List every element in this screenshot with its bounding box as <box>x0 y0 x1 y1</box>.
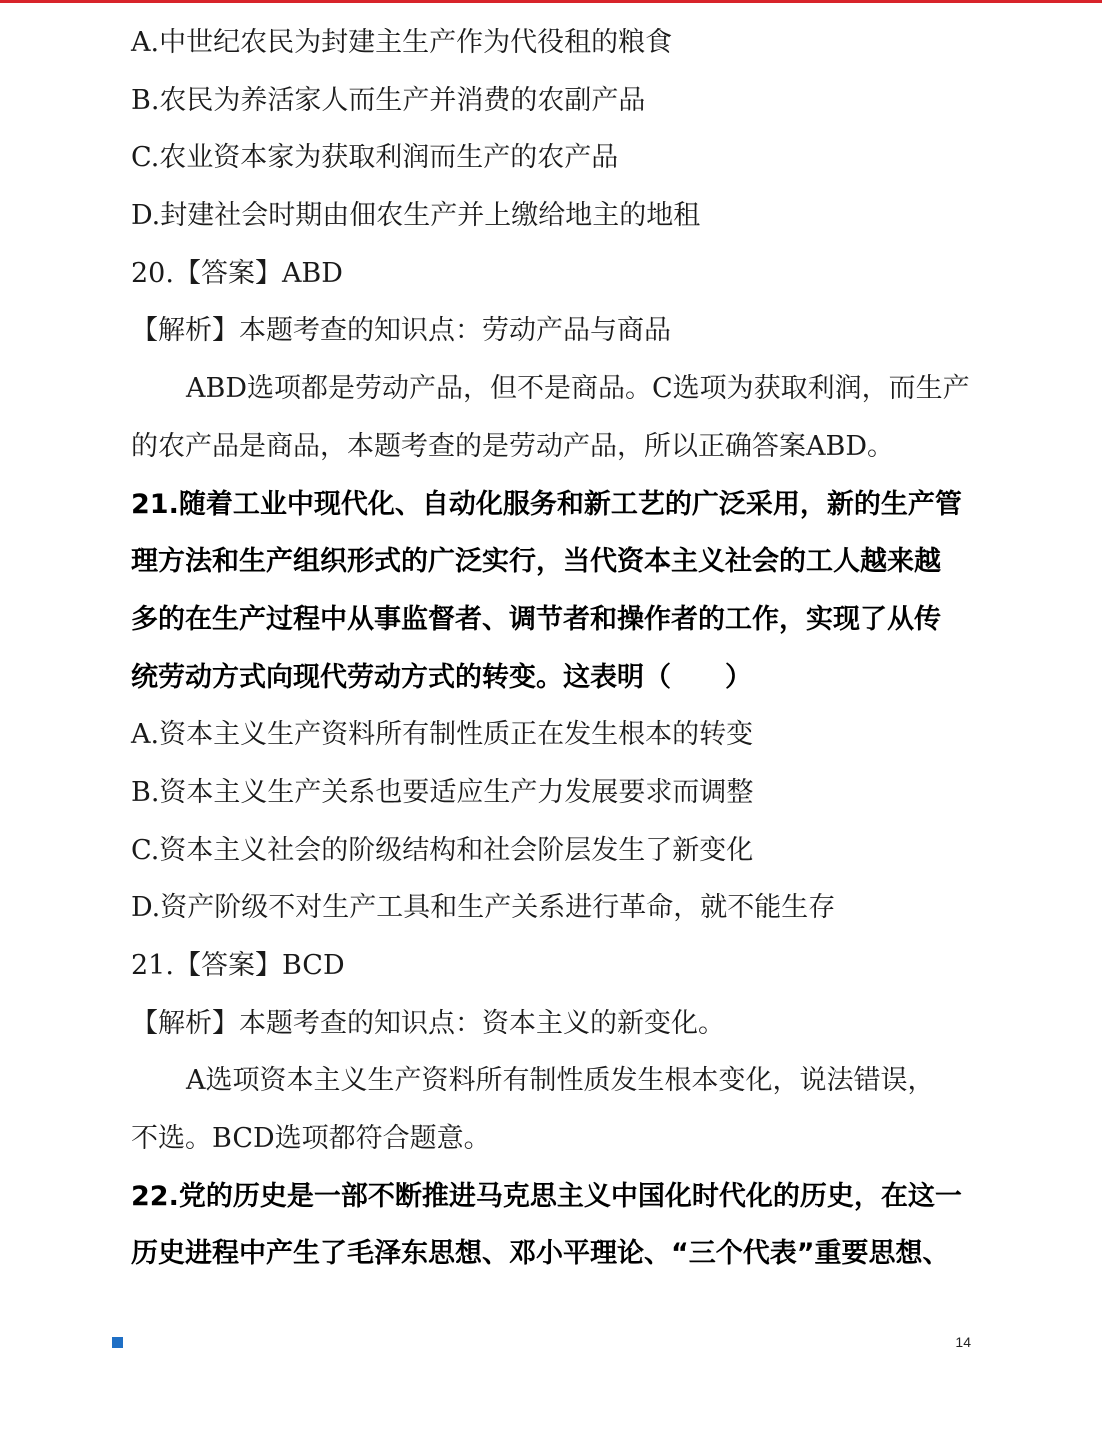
q21-answer: 21.【答案】BCD <box>131 950 345 981</box>
q21-option-a: A.资本主义生产资料所有制性质正在发生根本的转变 <box>131 719 754 751</box>
q21-analysis-line-1: A选项资本主义生产资料所有制性质发生根本变化，说法错误， <box>186 1065 935 1097</box>
q21-stem-line-2: 理方法和生产组织形式的广泛实行，当代资本主义社会的工人越来越 <box>131 546 941 578</box>
q22-stem-line-2: 历史进程中产生了毛泽东思想、邓小平理论、“三个代表”重要思想、 <box>131 1238 950 1270</box>
q21-analysis-line-2: 不选。BCD选项都符合题意。 <box>131 1123 491 1155</box>
q21-stem-line-3: 多的在生产过程中从事监督者、调节者和操作者的工作，实现了从传 <box>131 603 941 635</box>
document-body <box>131 14 971 1283</box>
header-rule <box>0 0 1102 3</box>
q21-stem-line-1: 21.随着工业中现代化、自动化服务和新工艺的广泛采用，新的生产管 <box>131 488 962 520</box>
page-number: 14 <box>955 1334 971 1350</box>
q20-analysis-line-1: ABD选项都是劳动产品，但不是商品。C选项为获取利润，而生产 <box>186 373 970 405</box>
footer-square-icon <box>112 1337 123 1348</box>
q21-stem-line-4: 统劳动方式向现代劳动方式的转变。这表明（ ） <box>131 661 752 693</box>
q19-option-a: A.中世纪农民为封建主生产作为代役租的粮食 <box>131 27 673 58</box>
q20-analysis-title: 【解析】本题考查的知识点：劳动产品与商品 <box>131 315 671 347</box>
q19-option-b: B.农民为养活家人而生产并消费的农副产品 <box>131 84 646 116</box>
q19-option-c: C.农业资本家为获取利润而生产的农产品 <box>131 142 619 174</box>
q19-option-d: D.封建社会时期由佃农生产并上缴给地主的地租 <box>131 200 701 232</box>
q21-option-b: B.资本主义生产关系也要适应生产力发展要求而调整 <box>131 776 754 808</box>
q21-option-d: D.资产阶级不对生产工具和生产关系进行革命，就不能生存 <box>131 892 836 924</box>
q21-option-c: C.资本主义社会的阶级结构和社会阶层发生了新变化 <box>131 834 754 866</box>
q22-stem-line-1: 22.党的历史是一部不断推进马克思主义中国化时代化的历史，在这一 <box>131 1180 962 1212</box>
q20-answer: 20.【答案】ABD <box>131 257 343 289</box>
q20-analysis-line-2: 的农产品是商品，本题考查的是劳动产品，所以正确答案ABD。 <box>131 430 894 462</box>
q21-analysis-title: 【解析】本题考查的知识点：资本主义的新变化。 <box>131 1007 725 1039</box>
